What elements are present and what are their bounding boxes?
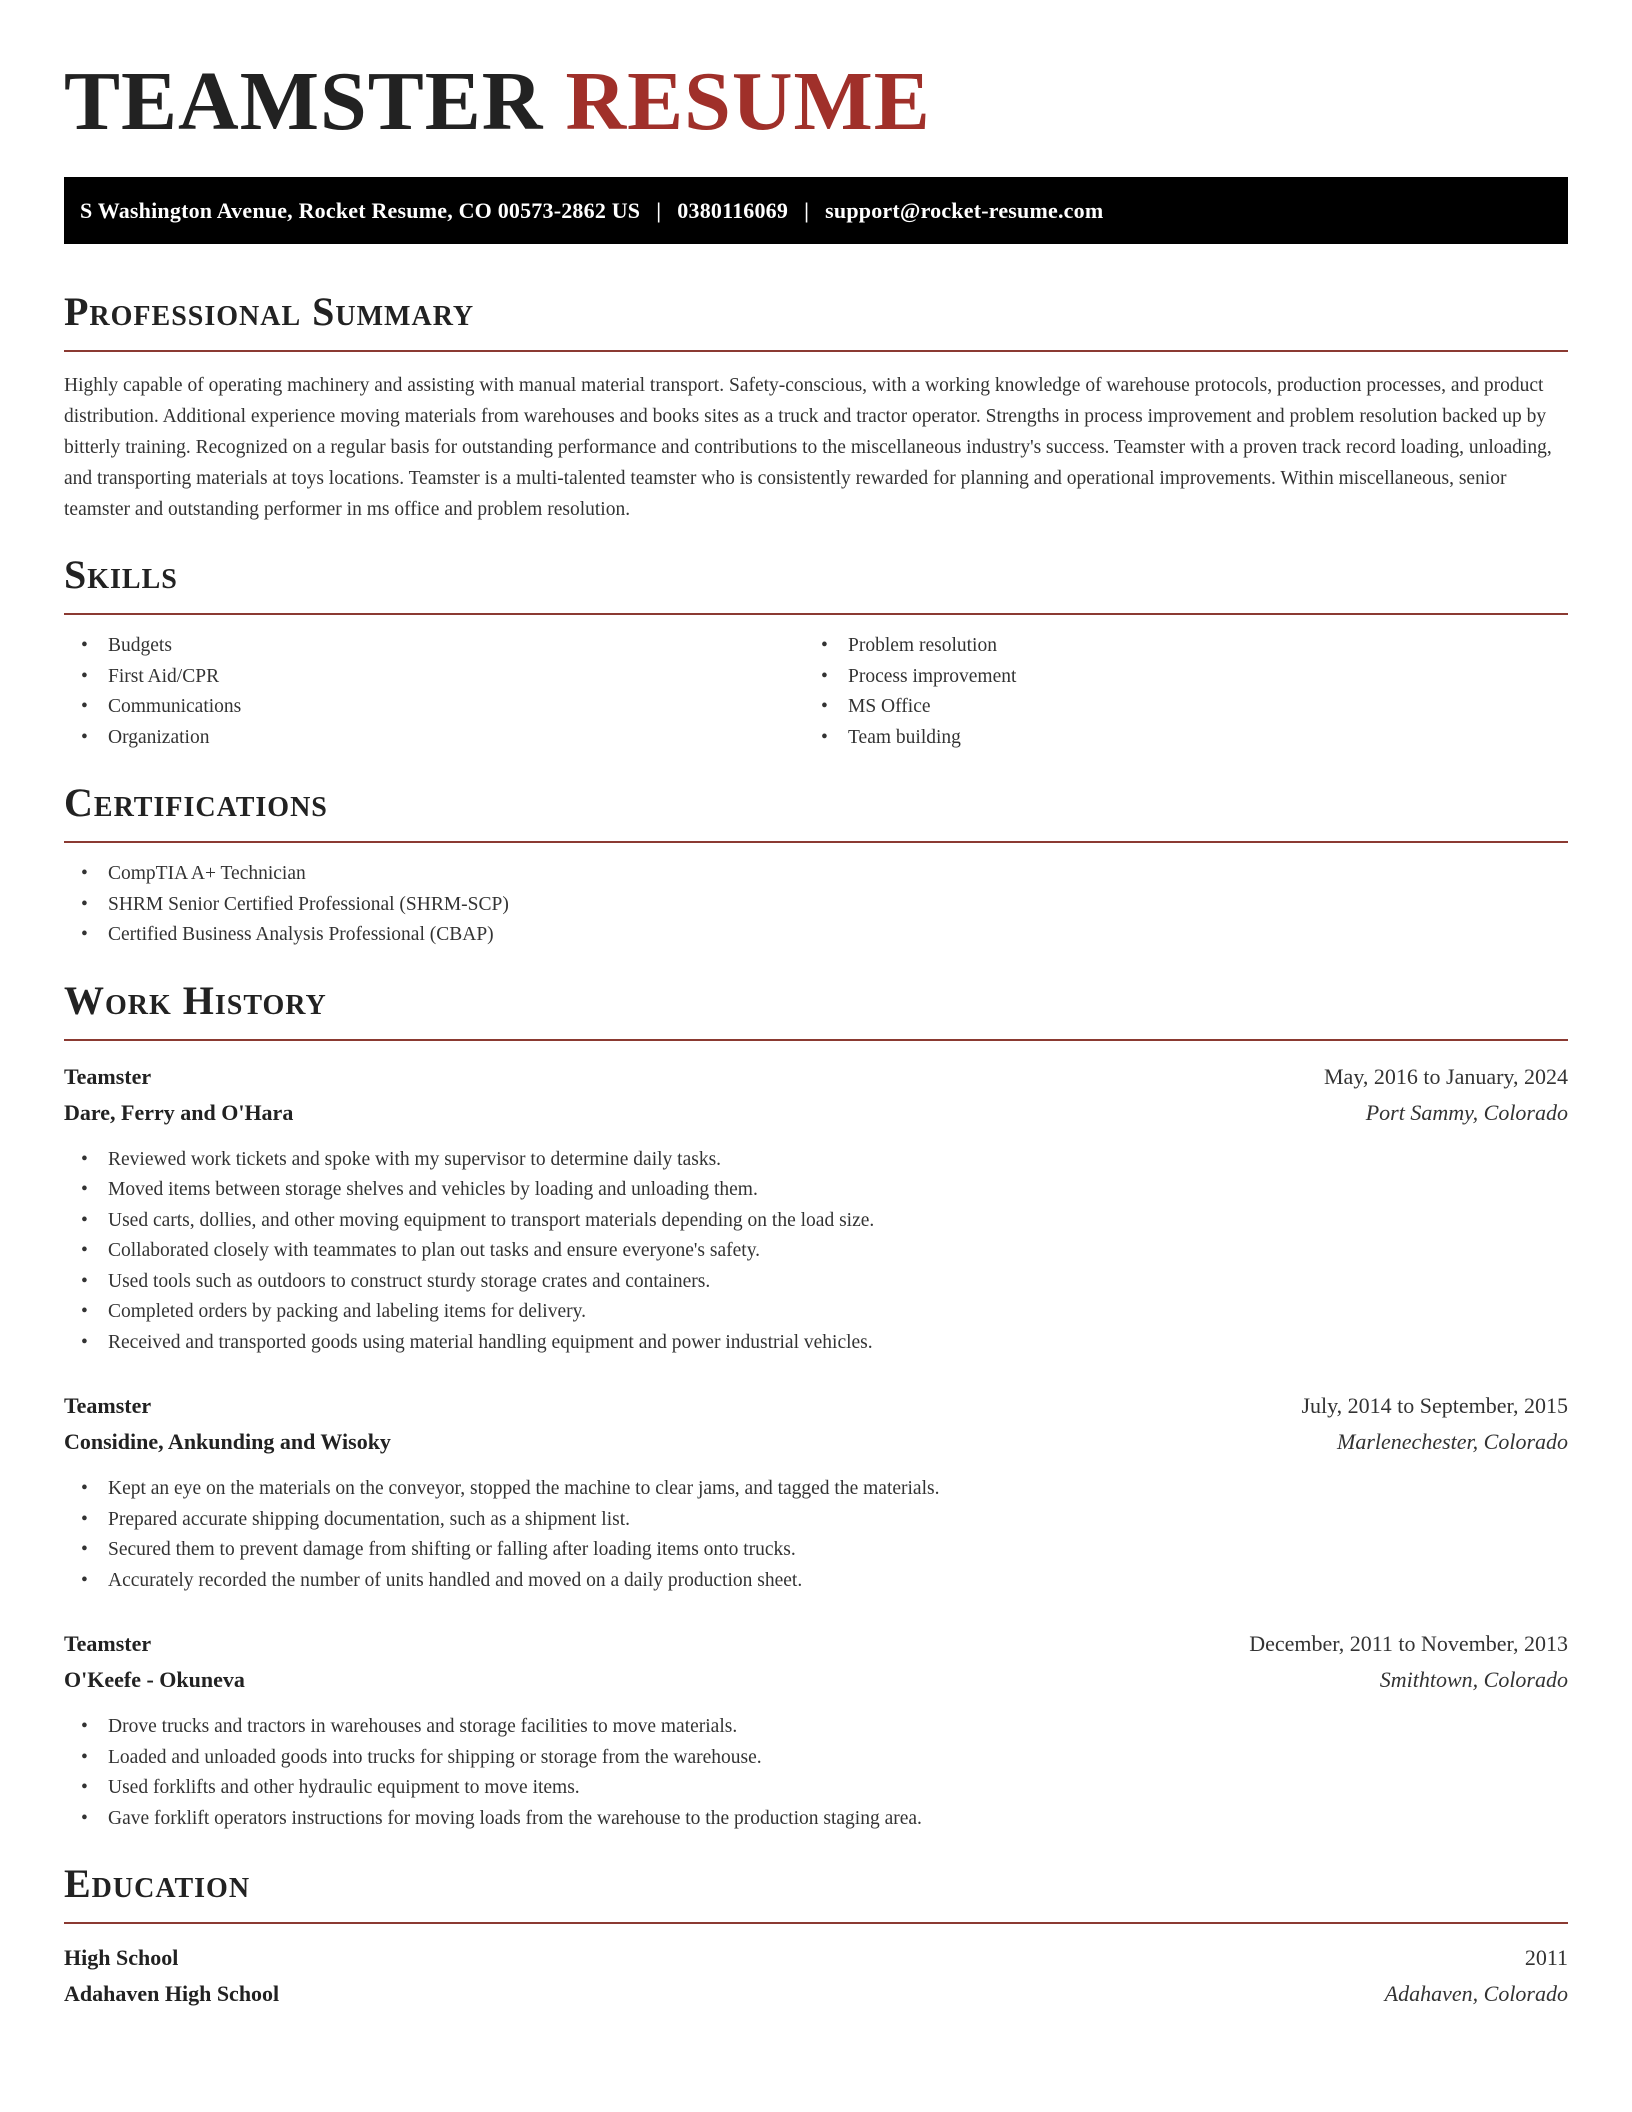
section-heading-work-history: Work History [64, 977, 327, 1023]
skills-list-right [804, 631, 1544, 753]
education-subheader-row [64, 1976, 1568, 2012]
summary-text: Highly capable of operating machinery and assisting with manual material transport. Safety-conscious, with a working knowledge of warehouse protocols, production processes, and product distribution. Additional experience moving materials from warehouses and books sites as a truck and tractor operator. Strengths in process improvement and problem resolution backed up by bitterly training. Recognized on a regular basis for outstanding performance and contributions to the miscellaneous industry's success. Teamster with a proven track record loading, unloading, and transporting materials at toys locations. Teamster is a multi-talented teamster who is consistently rewarded for planning and operational improvements. Within miscellaneous, senior teamster and outstanding performer in ms office and problem resolution. [64, 375, 1552, 520]
job-location: Marlenechester, Colorado [1337, 1429, 1568, 1454]
skills-section [64, 551, 1568, 753]
contact-separator: | [804, 197, 810, 223]
job-duties-list [64, 1145, 1568, 1359]
skill-item: • First Aid/CPR [108, 662, 804, 693]
contact-address: S Washington Avenue, Rocket Resume, CO 00573-2862 US [80, 197, 641, 223]
job-duty-item: • Kept an eye on the materials on the conveyor, stopped the machine to clear jams, and tagged the materials. [108, 1474, 1568, 1505]
job-dates: July, 2014 to September, 2015 [1301, 1393, 1568, 1418]
job-dates: May, 2016 to January, 2024 [1324, 1063, 1568, 1089]
job-dates: December, 2011 to November, 2013 [1249, 1631, 1568, 1656]
job-company: Considine, Ankunding and Wisoky [64, 1429, 391, 1454]
job-duty-item: • Collaborated closely with teammates to plan out tasks and ensure everyone's safety. [108, 1236, 1568, 1267]
job-duty-item: • Accurately recorded the number of units handled and moved on a daily production sheet. [108, 1566, 1568, 1597]
job-duty-item: • Moved items between storage shelves and vehicles by loading and unloading them. [108, 1175, 1568, 1206]
education-year: 2011 [1524, 1945, 1568, 1970]
contact-email: support@rocket-resume.com [825, 197, 1104, 223]
skill-item: • Process improvement [848, 662, 1544, 693]
skills-list-left [64, 631, 804, 753]
job-duties-list [64, 1712, 1568, 1834]
skill-item: • Team building [848, 723, 1544, 754]
job-location: Smithtown, Colorado [1379, 1667, 1568, 1692]
job-subheader-row [64, 1095, 1568, 1131]
job-duty-item: • Used tools such as outdoors to construct sturdy storage crates and containers. [108, 1267, 1568, 1298]
job-duty-item: • Loaded and unloaded goods into trucks for shipping or storage from the warehouse. [108, 1743, 1568, 1774]
job-title: Teamster [64, 1393, 152, 1418]
skills-column-left [64, 631, 804, 753]
section-heading-summary: Professional Summary [64, 289, 475, 334]
job-header-row [64, 1626, 1568, 1662]
skill-item: • Communications [108, 692, 804, 723]
job-company: O'Keefe - Okuneva [64, 1667, 245, 1692]
section-divider [64, 1039, 1568, 1041]
education-school: Adahaven High School [64, 1981, 280, 2006]
job-duty-item: • Used carts, dollies, and other moving equipment to transport materials depending on the load size. [108, 1206, 1568, 1237]
skills-column-right [804, 631, 1544, 753]
job-company: Dare, Ferry and O'Hara [64, 1099, 294, 1125]
certifications-list [64, 859, 1568, 951]
job-duty-item: • Used forklifts and other hydraulic equipment to move items. [108, 1773, 1568, 1804]
education-entry [64, 1940, 1568, 2012]
job-duties-list [64, 1474, 1568, 1596]
education-header-row [64, 1940, 1568, 1976]
resume-title [64, 56, 1568, 148]
job-duty-item: • Secured them to prevent damage from shifting or falling after loading items onto trucks. [108, 1535, 1568, 1566]
job-duty-item: • Completed orders by packing and labeling items for delivery. [108, 1297, 1568, 1328]
job-title: Teamster [64, 1063, 152, 1089]
title-accent: RESUME [565, 55, 931, 148]
section-heading-education: Education [64, 1861, 251, 1906]
job-duty-item: • Gave forklift operators instructions for moving loads from the warehouse to the production staging area. [108, 1804, 1568, 1835]
job-header-row [64, 1388, 1568, 1424]
contact-separator: | [656, 197, 662, 223]
certifications-section [64, 779, 1568, 951]
skill-item: • Organization [108, 723, 804, 754]
skill-item: • Budgets [108, 631, 804, 662]
job-subheader-row [64, 1662, 1568, 1698]
job-title: Teamster [64, 1631, 152, 1656]
work-history-section [64, 977, 1568, 1835]
job-duty-item: • Prepared accurate shipping documentation, such as a shipment list. [108, 1505, 1568, 1536]
section-divider [64, 841, 1568, 843]
job-entry [64, 1059, 1568, 1359]
section-divider [64, 350, 1568, 352]
skill-item: • MS Office [848, 692, 1544, 723]
job-subheader-row [64, 1424, 1568, 1460]
job-duty-item: • Received and transported goods using material handling equipment and power industrial vehicles. [108, 1328, 1568, 1359]
skills-grid [64, 631, 1568, 753]
job-duty-item: • Reviewed work tickets and spoke with my supervisor to determine daily tasks. [108, 1145, 1568, 1176]
job-entry [64, 1626, 1568, 1834]
education-degree: High School [64, 1945, 179, 1970]
section-heading-skills: Skills [64, 552, 178, 597]
title-main: TEAMSTER [64, 55, 544, 148]
job-location: Port Sammy, Colorado [1365, 1099, 1568, 1125]
job-duty-item: • Drove trucks and tractors in warehouses and storage facilities to move materials. [108, 1712, 1568, 1743]
contact-phone: 0380116069 [677, 197, 789, 223]
skill-item: • Problem resolution [848, 631, 1544, 662]
contact-bar [64, 177, 1568, 244]
section-heading-certifications: Certifications [64, 780, 328, 825]
job-entry [64, 1388, 1568, 1596]
section-divider [64, 1922, 1568, 1924]
certification-item: • CompTIA A+ Technician [108, 859, 1568, 890]
education-section [64, 1860, 1568, 2012]
summary-section [64, 288, 1568, 525]
certification-item: • SHRM Senior Certified Professional (SHRM-SCP) [108, 890, 1568, 921]
section-divider [64, 613, 1568, 615]
certification-item: • Certified Business Analysis Professional (CBAP) [108, 920, 1568, 951]
education-location: Adahaven, Colorado [1384, 1981, 1568, 2006]
job-header-row [64, 1059, 1568, 1095]
